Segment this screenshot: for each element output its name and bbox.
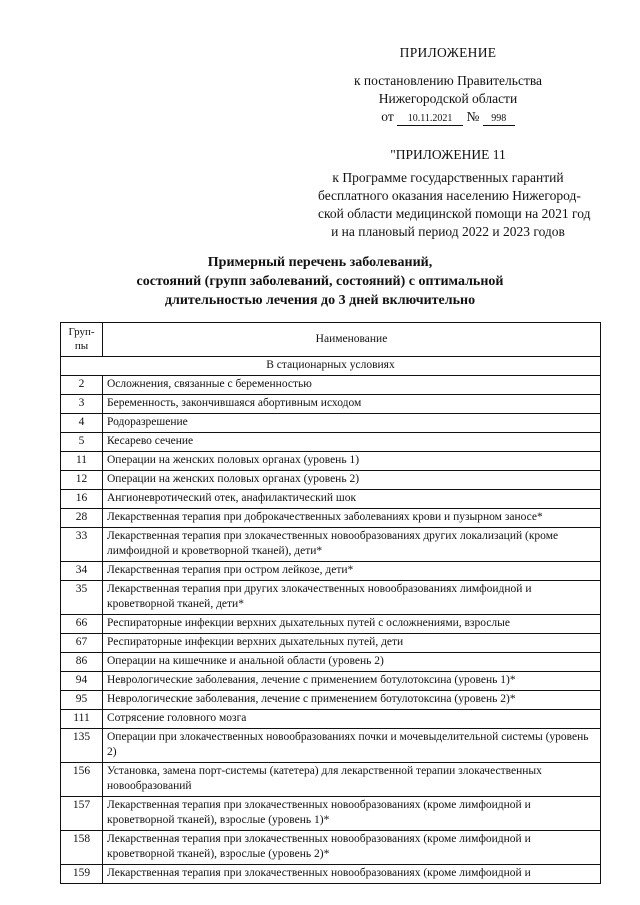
section-title: В стационарных условиях (61, 357, 601, 376)
row-code: 95 (61, 691, 103, 710)
table-row (61, 729, 601, 763)
row-code: 135 (61, 729, 103, 763)
column-header-groups-line-2: пы (74, 340, 89, 352)
table-row (61, 471, 601, 490)
row-name: Респираторные инфекции верхних дыхательных путей с осложнениями, взрослые (103, 615, 601, 634)
resolution-date-number (318, 108, 578, 126)
row-code: 66 (61, 615, 103, 634)
resolution-date: 10.11.2021 (397, 113, 463, 126)
row-name: Операции при злокачественных новообразованиях почки и мочевыделительной системы (уровень 2) (103, 729, 601, 763)
row-code: 86 (61, 653, 103, 672)
resolution-line-1: к постановлению Правительства (353, 73, 543, 88)
table-row (61, 797, 601, 831)
section-row (61, 357, 601, 376)
row-code: 158 (61, 831, 103, 865)
row-name: Кесарево сечение (103, 433, 601, 452)
row-code: 94 (61, 672, 103, 691)
row-code: 67 (61, 634, 103, 653)
table-header-row (61, 323, 601, 357)
appendix11-title: "ПРИЛОЖЕНИЕ 11 (390, 147, 506, 162)
row-code: 12 (61, 471, 103, 490)
date-prefix: от (381, 109, 394, 124)
table-row (61, 562, 601, 581)
document-title-line-1: Примерный перечень заболеваний, (207, 255, 433, 270)
row-code: 111 (61, 710, 103, 729)
row-code: 33 (61, 528, 103, 562)
table-row (61, 763, 601, 797)
table-row (61, 414, 601, 433)
row-code: 4 (61, 414, 103, 433)
row-code: 157 (61, 797, 103, 831)
appendix11-line-1: к Программе государственных гарантий (332, 170, 564, 185)
table-row (61, 528, 601, 562)
row-name: Операции на женских половых органах (уровень 2) (103, 471, 601, 490)
row-name: Респираторные инфекции верхних дыхательных путей, дети (103, 634, 601, 653)
row-name: Операции на женских половых органах (уровень 1) (103, 452, 601, 471)
column-header-groups (61, 323, 103, 357)
row-name: Лекарственная терапия при злокачественных новообразованиях (кроме лимфоидной и кроветворной тканей), взрослые (уровень 2)* (103, 831, 601, 865)
row-name: Лекарственная терапия при злокачественных новообразованиях других локализаций (кроме лимфоидной и кроветворной тканей), дети* (103, 528, 601, 562)
row-name: Осложнения, связанные с беременностью (103, 376, 601, 395)
table-row (61, 376, 601, 395)
appendix-label: ПРИЛОЖЕНИЕ (399, 45, 497, 60)
row-code: 34 (61, 562, 103, 581)
table-row (61, 691, 601, 710)
table-row (61, 581, 601, 615)
row-name: Родоразрешение (103, 414, 601, 433)
row-name: Сотрясение головного мозга (103, 710, 601, 729)
row-name: Лекарственная терапия при злокачественных новообразованиях (кроме лимфоидной и кроветворной тканей), взрослые (уровень 1)* (103, 797, 601, 831)
appendix11-line-4: и на плановый период 2022 и 2023 годов (331, 224, 565, 239)
row-code: 3 (61, 395, 103, 414)
diseases-table (60, 322, 601, 884)
table-row (61, 615, 601, 634)
column-header-groups-line-1: Груп- (68, 326, 95, 338)
row-code: 159 (61, 865, 103, 884)
row-name: Лекарственная терапия при других злокачественных новообразованиях лимфоидной и кроветворной тканей, дети* (103, 581, 601, 615)
row-code: 16 (61, 490, 103, 509)
row-name: Лекарственная терапия при доброкачественных заболеваниях крови и пузырном заносе* (103, 509, 601, 528)
appendix11-line-2: бесплатного оказания населению Нижегород- (318, 188, 581, 203)
row-name: Беременность, закончившаяся абортивным исходом (103, 395, 601, 414)
row-code: 11 (61, 452, 103, 471)
row-name: Ангионевротический отек, анафилактический шок (103, 490, 601, 509)
document-title-line-3: длительностью лечения до 3 дней включительно (164, 293, 476, 308)
row-code: 5 (61, 433, 103, 452)
document-title (60, 253, 580, 310)
row-name: Установка, замена порт-системы (катетера) для лекарственной терапии злокачественных новообразований (103, 763, 601, 797)
table-row (61, 452, 601, 471)
table-row (61, 509, 601, 528)
row-name: Неврологические заболевания, лечение с применением ботулотоксина (уровень 2)* (103, 691, 601, 710)
number-sign: № (466, 109, 480, 124)
row-name: Лекарственная терапия при злокачественных новообразованиях (кроме лимфоидной и (103, 865, 601, 884)
resolution-number: 998 (483, 113, 515, 126)
table-row (61, 831, 601, 865)
row-code: 156 (61, 763, 103, 797)
column-header-name: Наименование (103, 323, 601, 357)
resolution-line-2: Нижегородской области (378, 91, 518, 106)
document-title-line-2: состояний (групп заболеваний, состояний) с оптимальной (136, 274, 504, 289)
table-row (61, 395, 601, 414)
table-row (61, 490, 601, 509)
row-code: 28 (61, 509, 103, 528)
row-code: 2 (61, 376, 103, 395)
appendix11-line-3: ской области медицинской помощи на 2021 год (318, 206, 591, 221)
row-name: Лекарственная терапия при остром лейкозе, дети* (103, 562, 601, 581)
table-row (61, 433, 601, 452)
table-row (61, 865, 601, 884)
table-row (61, 653, 601, 672)
table-row (61, 710, 601, 729)
table-row (61, 634, 601, 653)
row-code: 35 (61, 581, 103, 615)
row-name: Неврологические заболевания, лечение с применением ботулотоксина (уровень 1)* (103, 672, 601, 691)
table-row (61, 672, 601, 691)
row-name: Операции на кишечнике и анальной области (уровень 2) (103, 653, 601, 672)
